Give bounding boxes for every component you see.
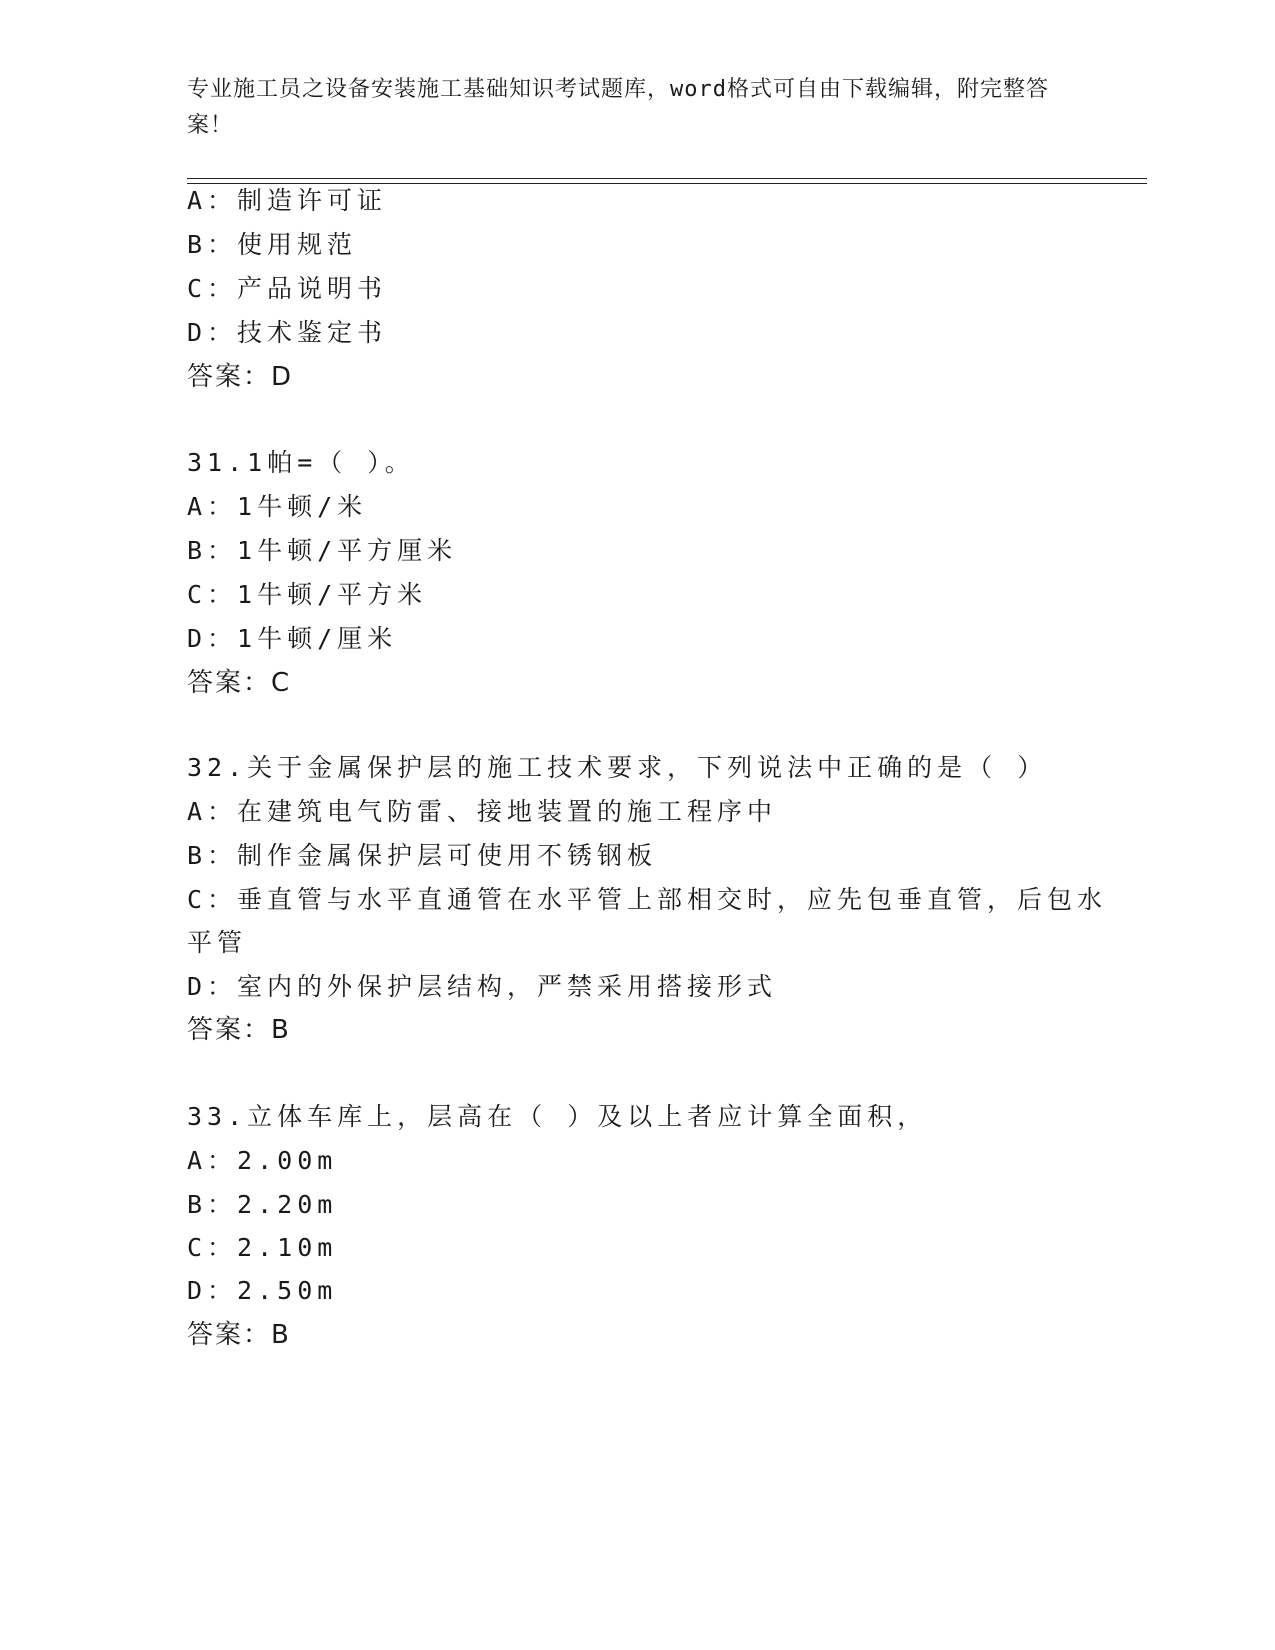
q30-option-d: D：技术鉴定书 (187, 318, 388, 347)
q30-option-c: C：产品说明书 (187, 274, 388, 303)
q30-option-a: A：制造许可证 (187, 186, 388, 215)
q31-option-d: D：1牛顿/厘米 (187, 624, 398, 653)
q33-option-b: B：2.20m (187, 1190, 338, 1219)
q31-option-a: A：1牛顿/米 (187, 492, 368, 521)
q31-question: 31.1帕=（ ）。 (187, 448, 415, 477)
q32-option-c-continued: 平管 (187, 928, 248, 957)
q30-option-b: B：使用规范 (187, 230, 358, 259)
q32-answer: 答案：B (187, 1015, 291, 1045)
q32-option-b: B：制作金属保护层可使用不锈钢板 (187, 841, 658, 870)
q33-question: 33.立体车库上，层高在（ ）及以上者应计算全面积， (187, 1102, 928, 1131)
q32-question: 32.关于金属保护层的施工技术要求，下列说法中正确的是（ ） (187, 753, 1048, 782)
q32-option-d: D：室内的外保护层结构，严禁采用搭接形式 (187, 972, 778, 1001)
q31-answer: 答案：C (187, 668, 292, 698)
document-header: 专业施工员之设备安装施工基础知识考试题库，word格式可自由下载编辑，附完整答案！ (187, 77, 1049, 138)
q33-option-c: C：2.10m (187, 1233, 338, 1262)
q31-option-c: C：1牛顿/平方米 (187, 580, 428, 609)
q31-option-b: B：1牛顿/平方厘米 (187, 536, 458, 565)
q30-answer: 答案：D (187, 362, 294, 392)
q32-option-a: A：在建筑电气防雷、接地装置的施工程序中 (187, 797, 778, 826)
q33-answer: 答案：B (187, 1320, 291, 1350)
header-double-rule (187, 178, 1147, 184)
q33-option-a: A：2.00m (187, 1146, 338, 1175)
q32-option-c: C：垂直管与水平直通管在水平管上部相交时，应先包垂直管，后包水 (187, 885, 1108, 914)
q33-option-d: D：2.50m (187, 1276, 338, 1305)
